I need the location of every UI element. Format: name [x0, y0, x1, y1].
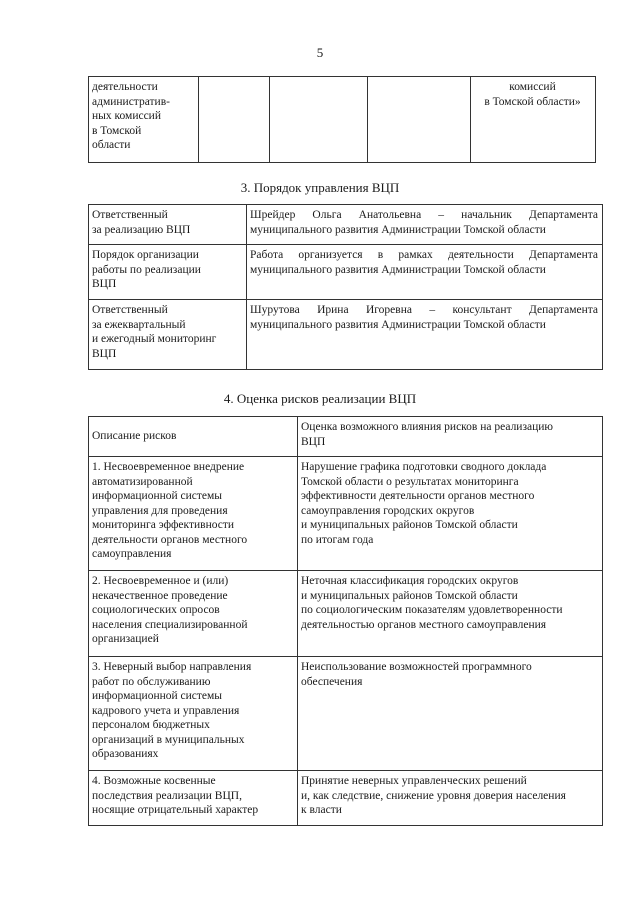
top-table-cell-1: деятельности административ- ных комиссий в Томской области: [89, 77, 199, 163]
table-row: [89, 457, 603, 571]
table-row: [89, 657, 603, 771]
risks-header-col1: Описание рисков: [89, 417, 298, 457]
page-number: 5: [316, 45, 324, 60]
top-table-cell-3: [270, 77, 368, 163]
risks-header-col2: Оценка возможного влияния рисков на реализацию ВЦП: [298, 417, 603, 457]
risk-description: 2. Несвоевременное и (или) некачественное проведение социологических опросов населения специализированной организацией: [89, 571, 298, 657]
management-row: [89, 300, 603, 370]
table-row: [89, 771, 603, 826]
risk-impact: Нарушение графика подготовки сводного доклада Томской области о результатах мониторинга эффективности деятельности органов местного самоуправления городских округов и муниципальных районов Томской области по итогам года: [298, 457, 603, 571]
management-label: Порядок организации работы по реализации ВЦП: [89, 245, 247, 300]
risk-impact: Неточная классификация городских округов и муниципальных районов Томской области по социологическим показателям удовлетворенности деятельностью органов местного самоуправления: [298, 571, 603, 657]
risks-table: [88, 416, 603, 826]
risk-description: 4. Возможные косвенные последствия реализации ВЦП, носящие отрицательный характер: [89, 771, 298, 826]
management-value: Шурутова Ирина Игоревна – консультант Департамента муниципального развития Администрации Томской области: [247, 300, 603, 370]
section3-heading: 3. Порядок управления ВЦП: [240, 180, 400, 195]
management-row: [89, 205, 603, 245]
risk-description: 1. Несвоевременное внедрение автоматизированной информационной системы управления для проведения мониторинга эффективности деятельности органов местного самоуправления: [89, 457, 298, 571]
management-label: Ответственный за ежеквартальный и ежегодный мониторинг ВЦП: [89, 300, 247, 370]
table-row: [89, 571, 603, 657]
risk-description: 3. Неверный выбор направления работ по обслуживанию информационной системы кадрового учета и управления персоналом бюджетных организаций в муниципальных образованиях: [89, 657, 298, 771]
management-table: [88, 204, 603, 370]
management-value: Шрейдер Ольга Анатольевна – начальник Департамента муниципального развития Администрации Томской области: [247, 205, 603, 245]
top-table: [88, 76, 596, 163]
top-table-cell-5: комиссий в Томской области»: [471, 77, 596, 163]
top-table-cell-2: [199, 77, 270, 163]
risk-impact: Принятие неверных управленческих решений и, как следствие, снижение уровня доверия населения к власти: [298, 771, 603, 826]
top-table-cell-4: [368, 77, 471, 163]
management-row: [89, 245, 603, 300]
management-label: Ответственный за реализацию ВЦП: [89, 205, 247, 245]
risks-header-row: [89, 417, 603, 457]
risk-impact: Неиспользование возможностей программного обеспечения: [298, 657, 603, 771]
section4-heading: 4. Оценка рисков реализации ВЦП: [223, 391, 417, 406]
management-value: Работа организуется в рамках деятельности Департамента муниципального развития Администрации Томской области: [247, 245, 603, 300]
